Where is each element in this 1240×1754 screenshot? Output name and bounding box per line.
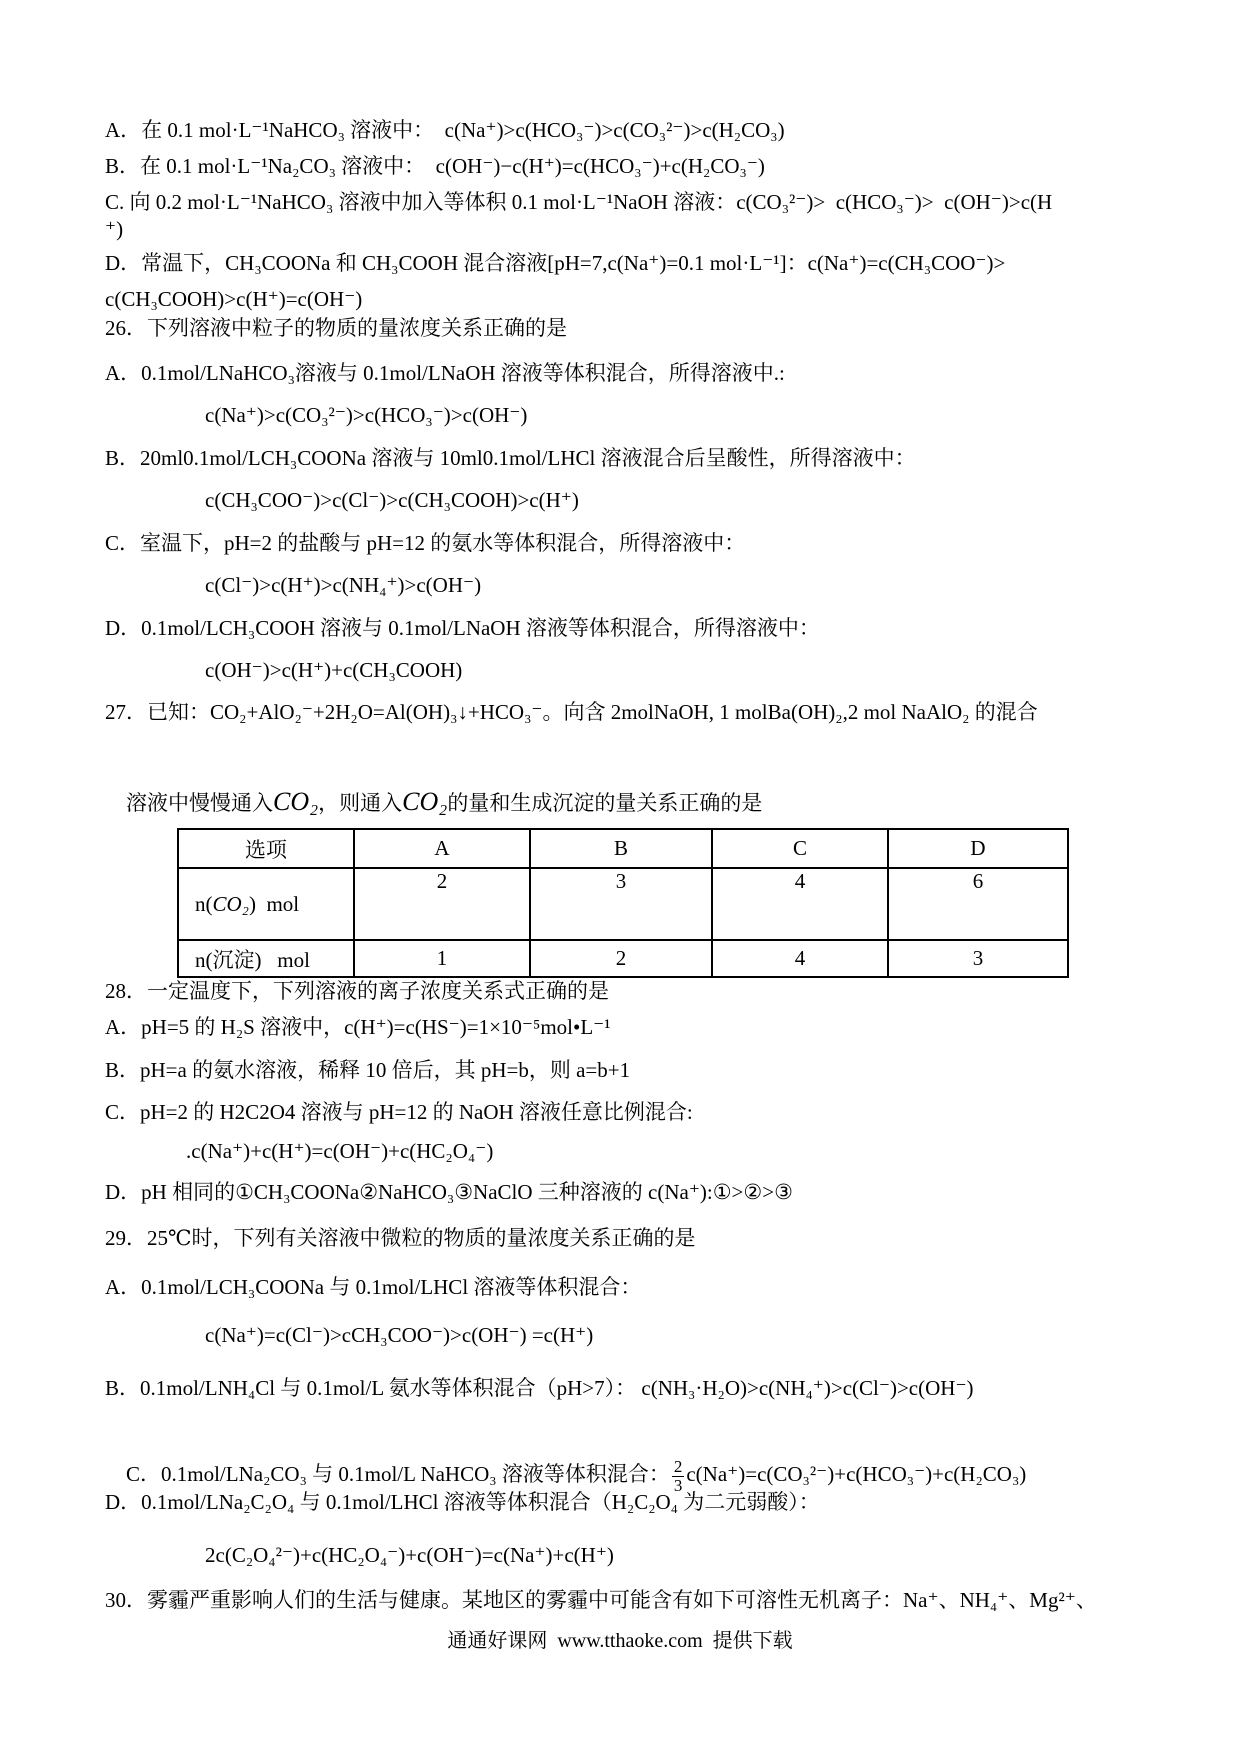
table-header-row: [178, 829, 1068, 868]
q29-option-a-formula: c(Na⁺)=c(Cl⁻)>cCH₃COO⁻)>c(OH⁻) =c(H⁺): [205, 1323, 594, 1347]
q28-option-d: D．pH 相同的①CH₃COONa②NaHCO₃③NaClO 三种溶液的 c(Na⁺):①>②>③: [105, 1180, 793, 1204]
q29-option-c-text: C．0.1mol/LNa₂CO₃ 与 0.1mol/L NaHCO₃ 溶液等体积混合：: [126, 1462, 670, 1487]
table-row-co2: [178, 868, 1068, 940]
q26-option-d-formula: c(OH⁻)>c(H⁺)+c(CH₃COOH): [205, 658, 463, 682]
table-cell: 3: [530, 868, 712, 940]
q29-option-c-formula: c(Na⁺)=c(CO₃²⁻)+c(HCO₃⁻)+c(H₂CO₃): [686, 1462, 1027, 1487]
q29-option-a: A．0.1mol/LCH₃COONa 与 0.1mol/LHCl 溶液等体积混合：: [105, 1275, 642, 1299]
table-cell: 2: [354, 868, 530, 940]
table-cell: 4: [712, 940, 888, 977]
q25-option-d: D．常温下，CH₃COONa 和 CH₃COOH 混合溶液[pH=7,c(Na⁺)=0.1 mol·L⁻¹]：c(Na⁺)=c(CH₃COO⁻)>: [105, 251, 1006, 275]
table-header-c: C: [712, 829, 888, 868]
table-cell: 1: [354, 940, 530, 977]
q28-option-c: C．pH=2 的 H2C2O4 溶液与 pH=12 的 NaOH 溶液任意比例混合:: [105, 1100, 693, 1124]
co2-formula: CO₂: [273, 787, 319, 816]
q28-option-a: A．pH=5 的 H₂S 溶液中，c(H⁺)=c(HS⁻)=1×10⁻⁵mol•L⁻¹: [105, 1015, 611, 1039]
co2-formula: CO₂: [212, 891, 249, 916]
footer-watermark: 通通好课网 www.tthaoke.com 提供下载: [447, 1630, 793, 1652]
q27-stem-text: 的量和生成沉淀的量关系正确的是: [447, 791, 763, 815]
q25-option-d-continuation: c(CH₃COOH)>c(H⁺)=c(OH⁻): [105, 287, 363, 311]
q26-option-a-formula: c(Na⁺)>c(CO₃²⁻)>c(HCO₃⁻)>c(OH⁻): [205, 403, 528, 427]
table-cell: 6: [888, 868, 1068, 940]
q29-option-b: B．0.1mol/LNH₄Cl 与 0.1mol/L 氨水等体积混合（pH>7）： c(NH₃·H₂O)>c(NH₄⁺)>c(Cl⁻)>c(OH⁻): [105, 1376, 974, 1400]
q26-option-d: D．0.1mol/LCH₃COOH 溶液与 0.1mol/LNaOH 溶液等体积混合，所得溶液中：: [105, 616, 820, 640]
table-cell: 4: [712, 868, 888, 940]
table-co2-label: [178, 868, 354, 940]
table-header-a: A: [354, 829, 530, 868]
q25-option-b: B．在 0.1 mol·L⁻¹Na₂CO₃ 溶液中： c(OH⁻)−c(H⁺)=c(HCO₃⁻)+c(H₂CO₃⁻): [105, 154, 765, 178]
fraction-numerator: 2: [673, 1457, 683, 1476]
q29-option-d: D．0.1mol/LNa₂C₂O₄ 与 0.1mol/LHCl 溶液等体积混合（H₂C₂O₄ 为二元弱酸）：: [105, 1490, 820, 1514]
fraction-denominator: 3: [673, 1475, 683, 1495]
table-row-precipitate: [178, 940, 1068, 977]
q25-option-c-continuation: ⁺): [105, 217, 124, 241]
q29-option-d-formula: 2c(C₂O₄²⁻)+c(HC₂O₄⁻)+c(OH⁻)=c(Na⁺)+c(H⁺): [205, 1543, 614, 1567]
q26-option-c-formula: c(Cl⁻)>c(H⁺)>c(NH₄⁺)>c(OH⁻): [205, 573, 482, 597]
q27-stem-line1: 27．已知：CO₂+AlO₂⁻+2H₂O=Al(OH)₃↓+HCO₃⁻。向含 2molNaOH, 1 molBa(OH)₂,2 mol NaAlO₂ 的混合: [105, 700, 1038, 724]
q25-option-c: C. 向 0.2 mol·L⁻¹NaHCO₃ 溶液中加入等体积 0.1 mol·L⁻¹NaOH 溶液：c(CO₃²⁻)> c(HCO₃⁻)> c(OH⁻)>c(H: [105, 190, 1053, 214]
q28-option-b: B．pH=a 的氨水溶液，稀释 10 倍后，其 pH=b，则 a=b+1: [105, 1058, 631, 1082]
label-post: ) mol: [248, 891, 300, 916]
q28-option-c-formula: .c(Na⁺)+c(H⁺)=c(OH⁻)+c(HC₂O₄⁻): [186, 1139, 494, 1163]
q26-option-b-formula: c(CH₃COO⁻)>c(Cl⁻)>c(CH₃COOH)>c(H⁺): [205, 488, 579, 512]
q30-stem: 30．雾霾严重影响人们的生活与健康。某地区的雾霾中可能含有如下可溶性无机离子：Na⁺、NH₄⁺、Mg²⁺、: [105, 1588, 1097, 1612]
table-cell: 2: [530, 940, 712, 977]
q26-stem: 26．下列溶液中粒子的物质的量浓度关系正确的是: [105, 316, 567, 340]
q25-option-a: A．在 0.1 mol·L⁻¹NaHCO₃ 溶液中： c(Na⁺)>c(HCO₃⁻)>c(CO₃²⁻)>c(H₂CO₃): [105, 118, 785, 142]
q29-stem: 29．25℃时，下列有关溶液中微粒的物质的量浓度关系正确的是: [105, 1226, 696, 1250]
table-precipitate-label: n(沉淀) mol: [178, 940, 354, 977]
q26-option-b: B．20ml0.1mol/LCH₃COONa 溶液与 10ml0.1mol/LHCl 溶液混合后呈酸性，所得溶液中：: [105, 446, 916, 470]
table-cell: 3: [888, 940, 1068, 977]
q26-option-a: A．0.1mol/LNaHCO₃溶液与 0.1mol/LNaOH 溶液等体积混合，所得溶液中.:: [105, 361, 785, 385]
q27-stem-text: 溶液中慢慢通入: [126, 791, 273, 815]
co2-formula: CO₂: [402, 787, 448, 816]
table-header-b: B: [530, 829, 712, 868]
q28-stem: 28．一定温度下，下列溶液的离子浓度关系式正确的是: [105, 979, 609, 1003]
table-header-option: 选项: [178, 829, 354, 868]
q27-stem-text: ，则通入: [318, 791, 403, 815]
q27-answer-table: [177, 828, 1069, 978]
table-header-d: D: [888, 829, 1068, 868]
q26-option-c: C．室温下，pH=2 的盐酸与 pH=12 的氨水等体积混合，所得溶液中：: [105, 531, 746, 555]
label-pre: n(: [195, 891, 213, 916]
